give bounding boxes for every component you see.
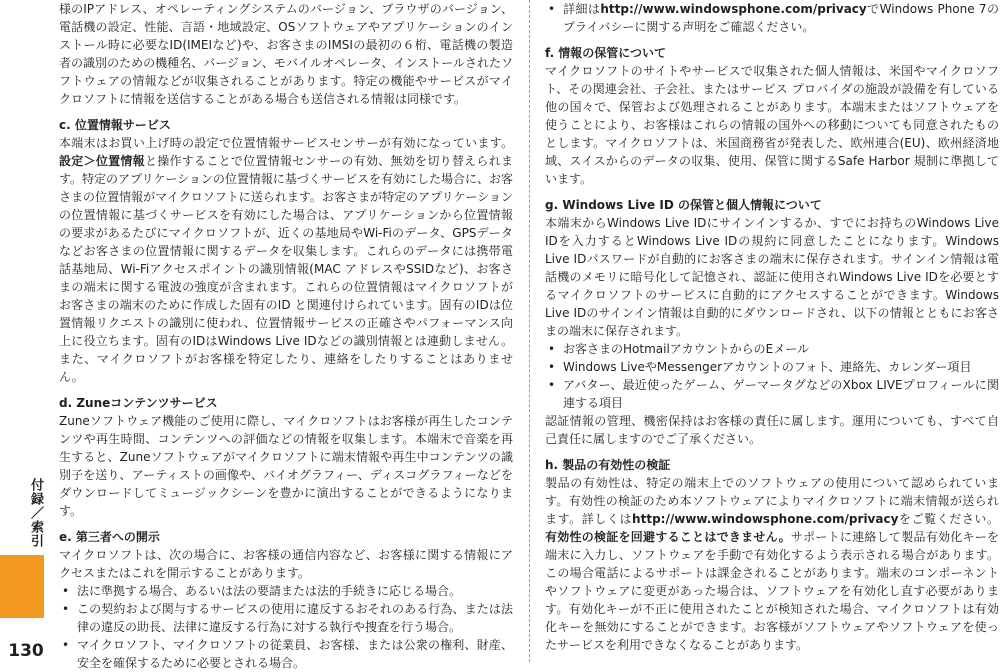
section-c-paragraph <box>59 134 513 386</box>
section-g-note: 認証情報の管理、機密保持はお客様の責任に属します。運用についても、すべて自己責任に属しますのでご了承ください。 <box>545 414 999 446</box>
section-g-list <box>545 340 999 412</box>
section-h-text-1: 製品の有効性は、特定の端末上でのソフトウェアの使用について認められています。有効性の検証のため本ソフトウェアによりマイクロソフトに端末情報が送られます。詳しくは <box>545 476 999 526</box>
list-item <box>545 0 999 36</box>
section-side-label: 付録／索引 <box>28 478 43 548</box>
section-d-heading: d. Zuneコンテンツサービス <box>59 396 218 410</box>
list-item: • お客さまのHotmailアカウントからのEメール <box>545 340 999 358</box>
list-item: • この契約および関与するサービスの使用に違反するおそれのある行為、または法律の違反の助長、法律に違反する行為に対する執行や捜査を行う場合。 <box>59 600 513 636</box>
section-c-text-2: と操作することで位置情報センサーの有効、無効を切り替えられます。特定のアプリケーションの位置情報に基づくサービスを有効にした場合に、お客さまの位置情報がマイクロソフトに送られます。お客さまが特定のアプリケーションの位置情報に基づくサービスを有効にした場合は、アプリケーションから位置情報の要求があるたびにマイクロソフトが、近くの基地局やWi-Fiのデータ、GPSデータなどお客さまの位置情報に関するデータを収集します。これらのデータには携帯電話基地局、Wi-Fiアクセスポイントの識別情報(MAC アドレスやSSIDなど)、お客さまの端末に関する電波の強度が含まれます。これらの位置情報はマイクロソフトがお客さまの端末のために作成した固有のID と関連付けられています。固有のIDは位置情報リクエストの識別に使われ、位置情報サービスの正確さやパフォーマンス向上に役立ちます。固有のIDはWindows Live IDなどの識別情報とは連動しません。また、マイクロソフトがお客様を特定したり、連絡をしたりすることはありません。 <box>59 154 513 384</box>
section-c-heading: c. 位置情報サービス <box>59 118 171 132</box>
section-d-paragraph: Zuneソフトウェア機能のご使用に際し、マイクロソフトはお客様が再生したコンテンツや再生時間、コンテンツへの評価などの情報を収集します。本端末で音楽を再生すると、Zuneソフトウェアがマイクロソフトに端末情報や再生中コンテンツの識別子を送り、アーティストの画像や、バイオグラフィー、ディスコグラフィーなどをダウンロードしてミュージックシーンを豊かに演出することができるようになります。 <box>59 414 513 518</box>
list-item: • マイクロソフト、マイクロソフトの従業員、お客様、または公衆の権利、財産、安全を確保するために必要とされる場合。 <box>59 636 513 672</box>
settings-location-path: 設定＞位置情報 <box>59 154 145 168</box>
activation-url: http://www.windowsphone.com/privacy <box>632 512 899 526</box>
privacy-detail-list <box>545 0 999 36</box>
section-h-paragraph <box>545 474 999 654</box>
section-h-text-3: サポートに連絡して製品有効化キーを端末に入力し、ソフトウェアを手動で有効化するよう表示される場合があります。この場合電話によるサポートは課金されることがあります。端末のコンポーネントやソフトウェアに変更があった場合は、ソフトウェアを有効化し直す必要があります。有効化キーが不正に使用されたことが検知された場合、マイクロソフトは有効化キーを無効にすることができます。お客様がソフトウェアやソフトウェアを使ったサービスを利用できなくなることがあります。 <box>545 530 999 652</box>
section-f-paragraph: マイクロソフトのサイトやサービスで収集された個人情報は、米国やマイクロソフト、その関連会社、子会社、またはサービス プロバイダの施設が設備を有している他の国々で、保管および処理されることがあります。本端末またはソフトウェアを使うことにより、お客様はこれらの情報の国外への移動についても同意されたものとします。マイクロソフトは、米国商務省が発表した、欧州連合(EU)、欧州経済地域、スイスからのデータの収集、使用、保管に関するSafe Harbor 規制に準拠しています。 <box>545 64 999 186</box>
right-column <box>545 0 999 662</box>
section-g-paragraph: 本端末からWindows Live IDにサインインするか、すでにお持ちのWindows Live IDを入力するとWindows Live IDの規約に同意したことになります。Windows Live IDパスワードが自動的にお客さまの端末に保存されます。サインイン情報は電話機のメモリに暗号化して記憶され、認証に使用されWindows Live IDを必要とするマイクロソフトのサービスに自動的にアクセスすることができます。Windows Live IDのサインイン情報は自動的にダウンロードされ、以下の情報とともにお客さまの端末に保存されます。 <box>545 216 999 338</box>
section-e-paragraph: マイクロソフトは、次の場合に、お客様の通信内容など、お客様に関する情報にアクセスまたはこれを開示することがあります。 <box>59 548 513 580</box>
section-g-heading: g. Windows Live ID の保管と個人情報について <box>545 198 822 212</box>
list-item: • Windows LiveやMessengerアカウントのフォト、連絡先、カレンダー項目 <box>545 358 999 376</box>
column-divider <box>529 0 530 662</box>
section-h-text-2: をご覧ください。 <box>898 512 999 526</box>
section-tab-marker <box>0 555 44 618</box>
section-c-text-1: 本端末はお買い上げ時の設定で位置情報サービスセンサーが有効になっています。 <box>59 136 513 150</box>
page-margin <box>0 0 52 662</box>
privacy-url: http://www.windowsphone.com/privacy <box>600 2 867 16</box>
activation-warning: 有効性の検証を回避することはできません。 <box>545 530 791 544</box>
section-e-list <box>59 582 513 672</box>
section-e-heading: e. 第三者への開示 <box>59 530 160 544</box>
intro-paragraph: 様のIPアドレス、オペレーティングシステムのバージョン、ブラウザのバージョン、電話機の設定、性能、言語・地域設定、OSソフトウェアやアプリケーションのインストール時に必要なID(IMEIなど)や、お客さまのIMSIの最初の６桁、電話機の製造者の識別のための機種名、バージョン、モバイルオペレータ、インストールされたソフトウェアの情報などが収集されることがあります。特定の機能やサービスがマイクロソフトに情報を送信することがある場合も送信される情報は同様です。 <box>59 2 513 106</box>
list-item: • 法に準拠する場合、あるいは法の要請または法的手続きに応じる場合。 <box>59 582 513 600</box>
list-item: • アバター、最近使ったゲーム、ゲーマータグなどのXbox LIVEプロフィールに関連する項目 <box>545 376 999 412</box>
privacy-detail-prefix: 詳細は <box>563 2 601 16</box>
left-column <box>59 0 513 670</box>
page-number: 130 <box>8 641 44 661</box>
privacy-detail-suffix: でWindows Phone 7のプライバシーに関する声明をご確認ください。 <box>563 2 999 34</box>
section-f-heading: f. 情報の保管について <box>545 46 667 60</box>
section-h-heading: h. 製品の有効性の検証 <box>545 458 671 472</box>
